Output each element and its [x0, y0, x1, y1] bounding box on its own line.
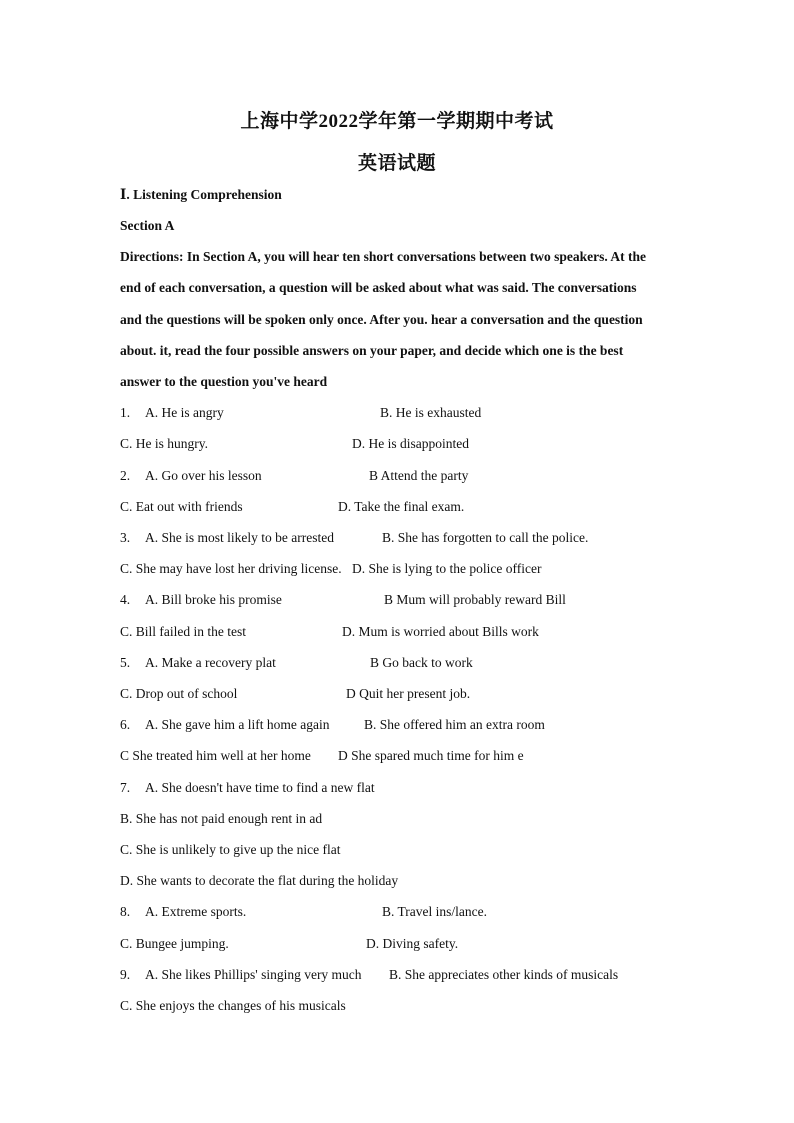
option-a: A. He is angry: [145, 405, 224, 420]
option-b: B. Travel ins/lance.: [382, 904, 487, 919]
directions-line-2: end of each conversation, a question will be asked about what was said. The conversations: [120, 280, 637, 295]
option-d: D. She wants to decorate the flat during the holiday: [120, 873, 399, 888]
question-number: 8.: [120, 904, 131, 919]
question-number: 5.: [120, 655, 131, 670]
directions-line-1: Directions: In Section A, you will hear ten short conversations between two speakers. At the: [120, 249, 646, 264]
question-number: 3.: [120, 530, 131, 545]
option-b: B. She offered him an extra room: [364, 717, 545, 732]
option-d: D. Mum is worried about Bills work: [342, 624, 539, 639]
question-number: 4.: [120, 592, 131, 607]
option-c: C. He is hungry.: [120, 436, 208, 451]
option-b: B Mum will probably reward Bill: [384, 592, 566, 607]
option-a: A. She gave him a lift home again: [145, 717, 330, 732]
option-d: D She spared much time for him e: [338, 748, 524, 763]
option-c: C. She may have lost her driving license.: [120, 561, 342, 576]
option-d: D Quit her present job.: [346, 686, 471, 701]
section-heading: Section A: [120, 218, 175, 233]
question-number: 7.: [120, 780, 131, 795]
option-a: A. Make a recovery plat: [145, 655, 276, 670]
directions-line-3: and the questions will be spoken only once. After you. hear a conversation and the question: [120, 312, 643, 327]
option-a: A. Bill broke his promise: [145, 592, 282, 607]
option-d: D. He is disappointed: [352, 436, 469, 451]
option-b: B. He is exhausted: [380, 405, 482, 420]
option-a: A. Extreme sports.: [145, 904, 247, 919]
question-number: 2.: [120, 468, 131, 483]
option-a: A. She likes Phillips' singing very much: [145, 967, 362, 982]
option-d: D. Take the final exam.: [338, 499, 465, 514]
option-b: B. She has not paid enough rent in ad: [120, 811, 323, 826]
question-number: 6.: [120, 717, 131, 732]
option-c: C. Bungee jumping.: [120, 936, 229, 951]
part-heading: Ⅰ. Listening Comprehension: [120, 187, 282, 202]
option-b: B. She has forgotten to call the police.: [382, 530, 589, 545]
option-d: D. She is lying to the police officer: [352, 561, 542, 576]
option-c: C. Drop out of school: [120, 686, 238, 701]
option-c: C She treated him well at her home: [120, 748, 311, 763]
option-a: A. Go over his lesson: [145, 468, 262, 483]
option-b: B. She appreciates other kinds of musicals: [389, 967, 619, 982]
directions-line-4: about. it, read the four possible answers on your paper, and decide which one is the best: [120, 343, 624, 358]
school-title: 上海中学2022学年第一学期期中考试: [240, 111, 554, 132]
option-a: A. She doesn't have time to find a new flat: [145, 780, 375, 795]
option-c: C. She enjoys the changes of his musicals: [120, 998, 346, 1013]
option-c: C. She is unlikely to give up the nice flat: [120, 842, 341, 857]
option-c: C. Eat out with friends: [120, 499, 243, 514]
option-b: B Attend the party: [369, 468, 469, 483]
option-b: B Go back to work: [370, 655, 473, 670]
option-d: D. Diving safety.: [366, 936, 459, 951]
question-number: 1.: [120, 405, 131, 420]
subject-title: 英语试题: [357, 153, 436, 174]
option-c: C. Bill failed in the test: [120, 624, 246, 639]
directions-line-5: answer to the question you've heard: [120, 374, 328, 389]
option-a: A. She is most likely to be arrested: [145, 530, 334, 545]
question-number: 9.: [120, 967, 131, 982]
